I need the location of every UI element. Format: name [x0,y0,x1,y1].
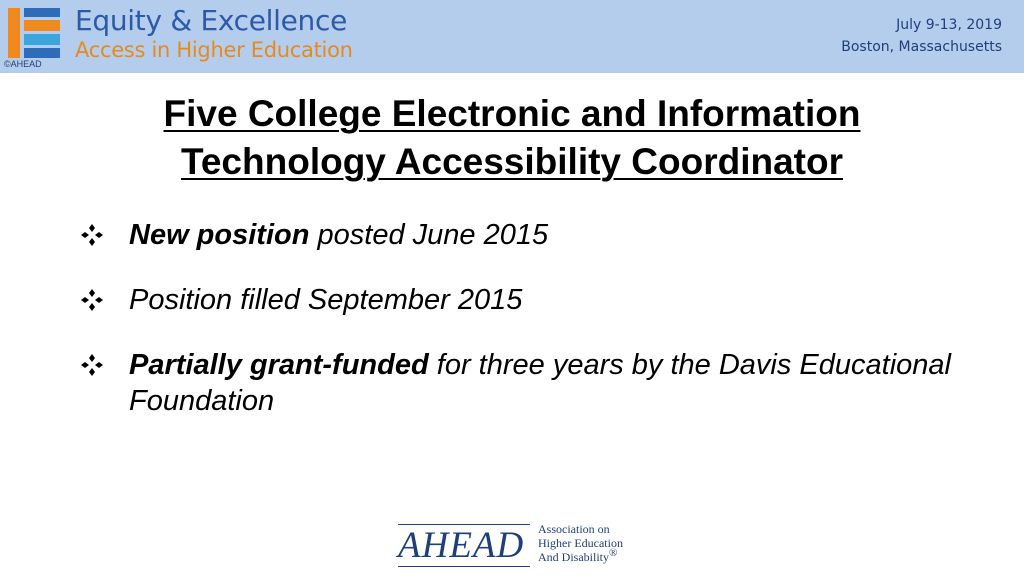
registered-mark: ® [609,547,618,559]
conference-title: Equity & Excellence [75,4,348,37]
conference-date: July 9-13, 2019 [896,17,1002,33]
bullet-emphasis: New position [129,219,310,251]
header-banner [0,0,1024,73]
diamond-bullet-icon [80,223,104,247]
conference-subtitle: Access in Higher Education [75,38,353,62]
bullet-item [80,347,960,419]
bullet-item [80,217,960,253]
bullet-text: posted June 2015 [309,219,549,251]
org-line: And Disability® [538,547,618,564]
bullet-text: Position filled September 2015 [129,284,523,316]
slide-title: Five College Electronic and Information Technology Accessibility Coordinator [163,93,861,182]
org-line: Association on [538,522,610,536]
diamond-bullet-icon [80,288,104,312]
organization-name [538,522,623,564]
conference-location: Boston, Massachusetts [841,39,1002,55]
conference-logo-icon [8,8,62,58]
diamond-bullet-icon [80,353,104,377]
copyright-notice: ©AHEAD [4,59,42,69]
bullet-emphasis: Partially grant-funded [129,349,429,381]
ahead-footer-logo [398,522,638,568]
logo-rule-bottom [398,566,530,567]
bullet-text: for three years by the Davis Educational Foundation [129,349,951,417]
ahead-logo-word: AHEAD [398,525,525,566]
org-line: Higher Education [538,536,623,550]
bullet-list [80,217,960,419]
bullet-item [80,282,960,318]
